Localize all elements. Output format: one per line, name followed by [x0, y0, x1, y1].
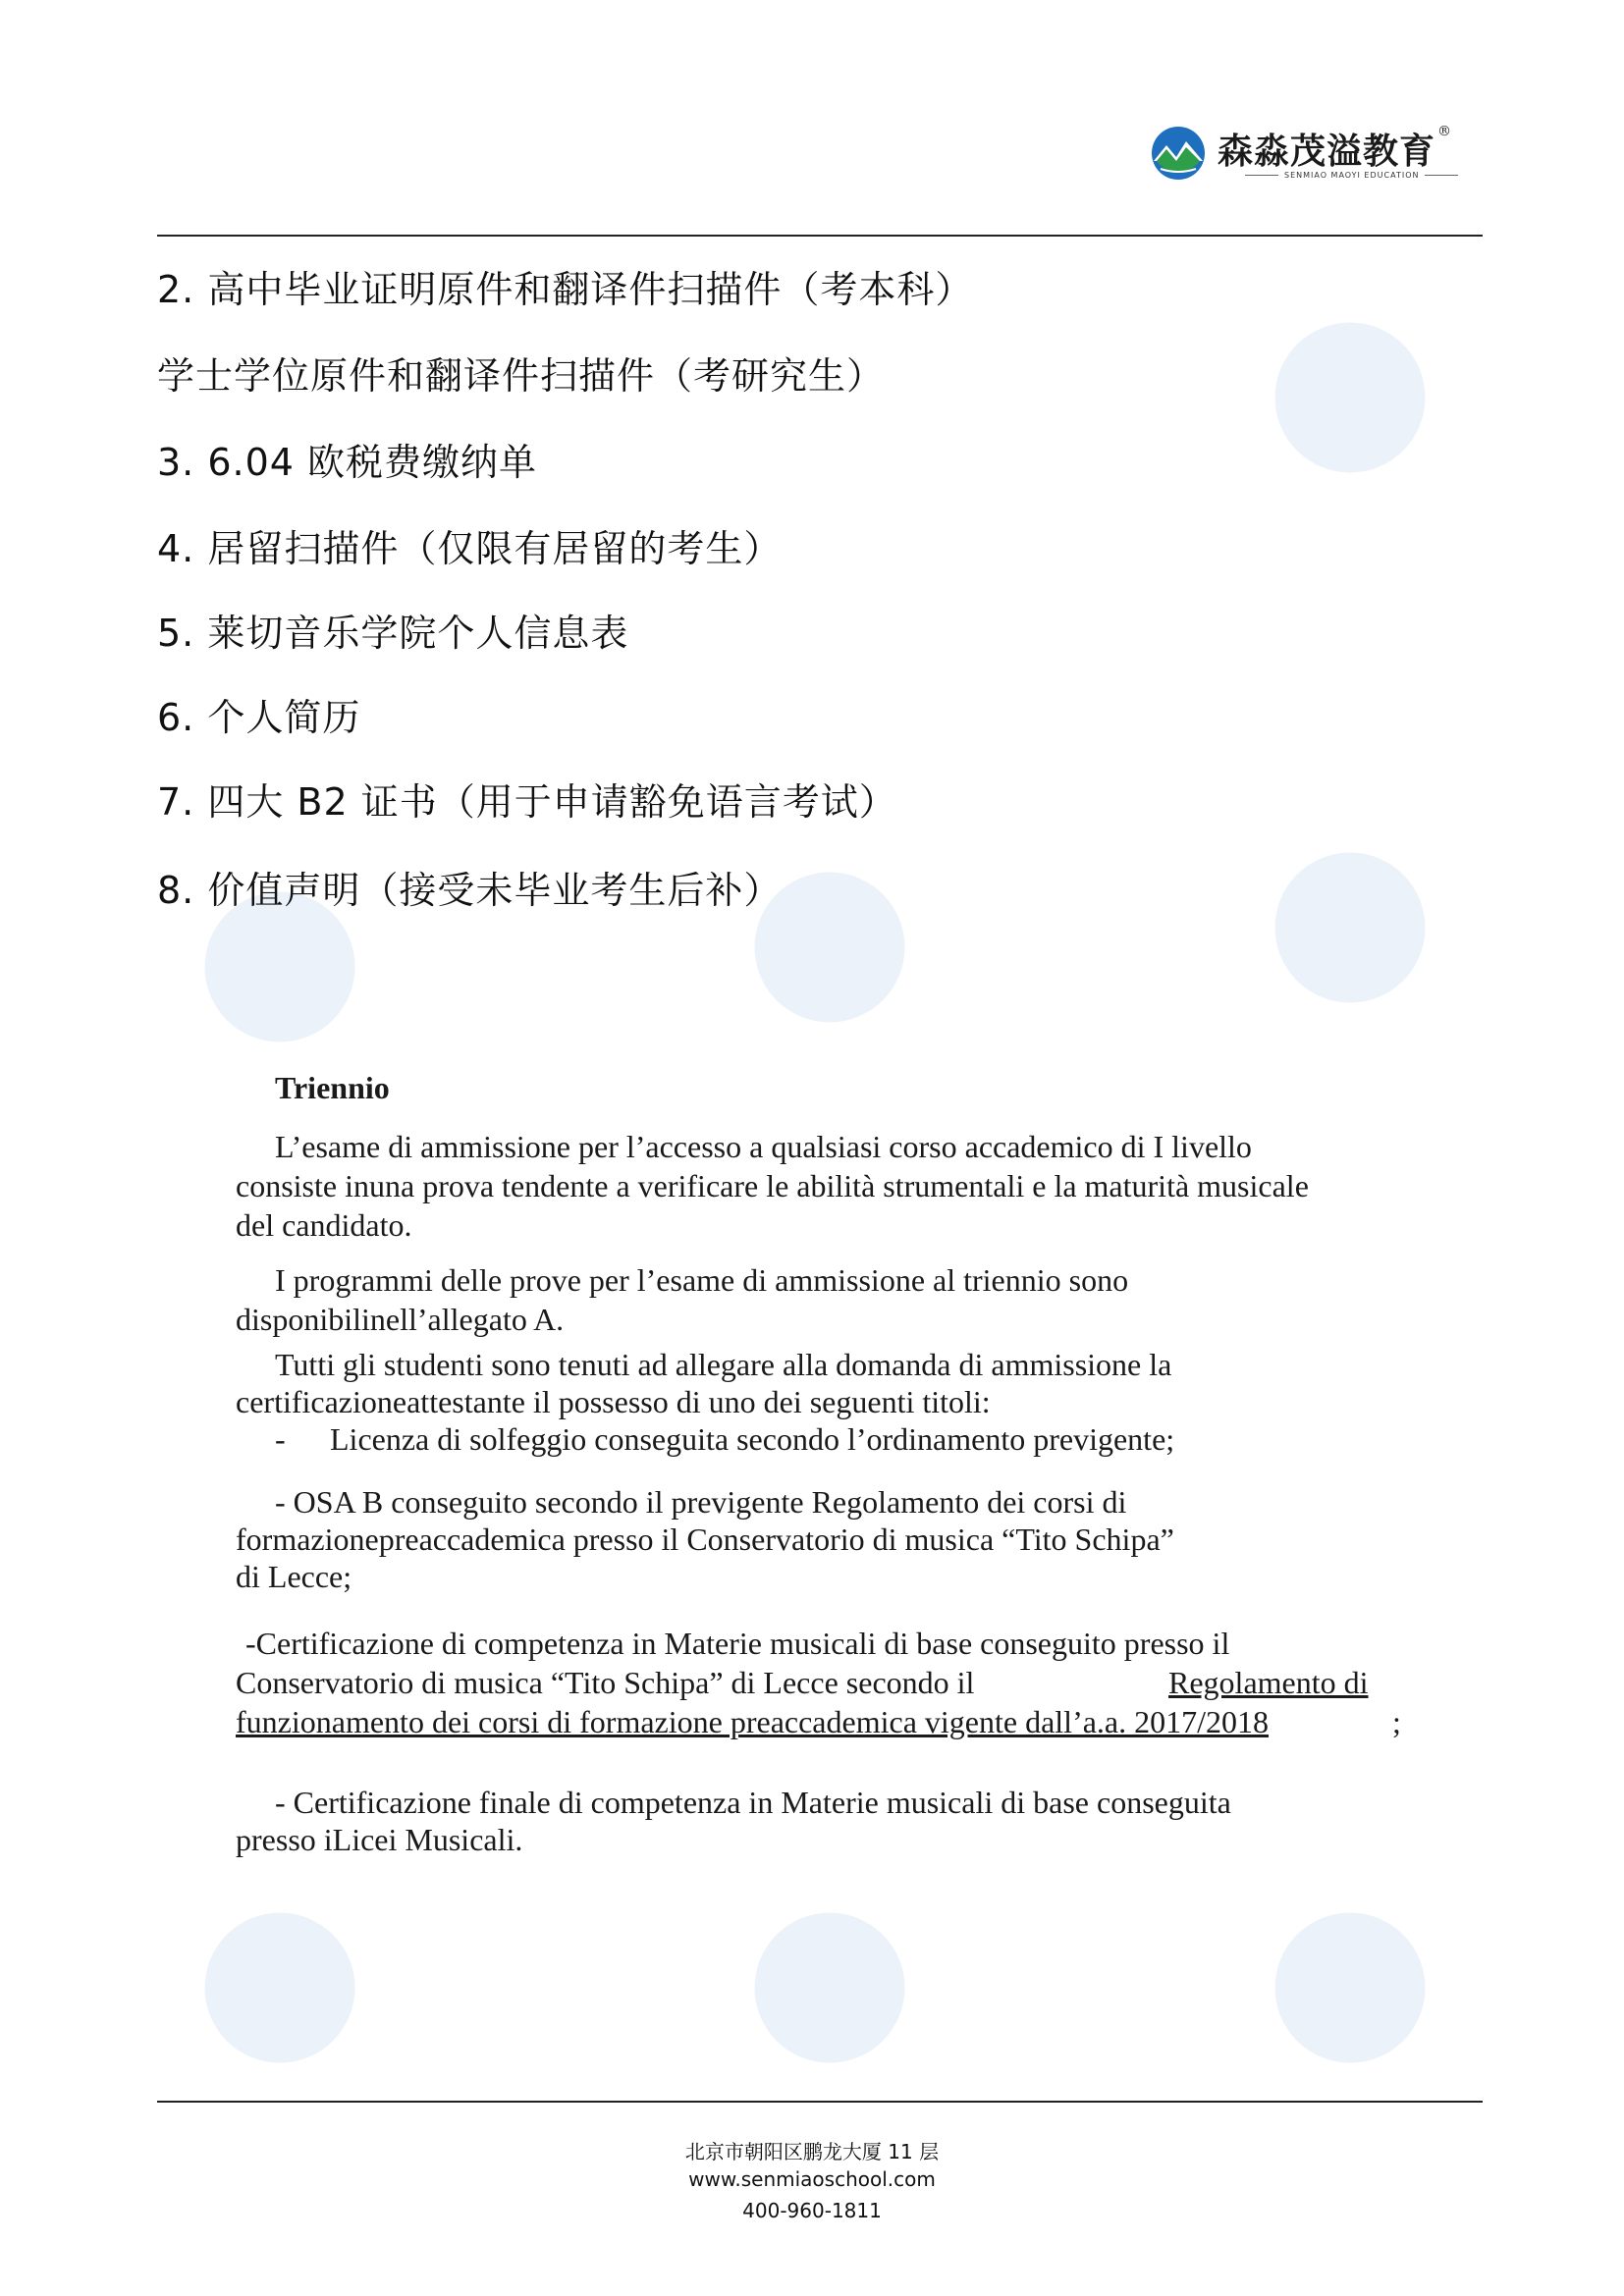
- excerpt-link: Regolamento di: [1168, 1665, 1369, 1700]
- list-item: 5. 莱切音乐学院个人信息表: [157, 612, 629, 655]
- excerpt-line: - Certificazione finale di competenza in Materie musicali di base conseguita: [275, 1785, 1231, 1820]
- excerpt-line: di Lecce;: [236, 1559, 352, 1594]
- excerpt-line: L’esame di ammissione per l’accesso a qualsiasi corso accademico di I livello: [275, 1129, 1252, 1164]
- list-item: 3. 6.04 欧税费缴纳单: [157, 441, 538, 484]
- excerpt-line: disponibilinell’allegato A.: [236, 1302, 565, 1337]
- excerpt-line: Tutti gli studenti sono tenuti ad allegare alla domanda di ammissione la: [275, 1347, 1172, 1382]
- list-item: 7. 四大 B2 证书（用于申请豁免语言考试）: [157, 780, 897, 824]
- footer-divider: [157, 2101, 1483, 2103]
- watermark-logo: [196, 1904, 363, 2071]
- watermark-logo: [1267, 1904, 1434, 2071]
- excerpt-line: Licenza di solfeggio conseguita secondo l’ordinamento previgente;: [330, 1421, 1175, 1457]
- list-item: 学士学位原件和翻译件扫描件（考研究生）: [157, 354, 886, 398]
- list-item: 8. 价值声明（接受未毕业考生后补）: [157, 869, 783, 912]
- footer-address: 北京市朝阳区鹏龙大厦 11 层: [684, 2140, 940, 2163]
- footer-website: www.senmiaoschool.com: [688, 2167, 936, 2191]
- list-item: 2. 高中毕业证明原件和翻译件扫描件（考本科）: [157, 268, 974, 311]
- excerpt-line: formazionepreaccademica presso il Conservatorio di musica “Tito Schipa”: [236, 1522, 1174, 1557]
- watermark-logo: [1267, 314, 1434, 481]
- watermark-logo: [1267, 844, 1434, 1011]
- excerpt-line: del candidato.: [236, 1207, 412, 1243]
- footer-phone: 400-960-1811: [742, 2199, 882, 2222]
- excerpt-line: -Certificazione di competenza in Materie musicali di base conseguito presso il: [245, 1626, 1230, 1661]
- excerpt-line: - OSA B conseguito secondo il previgente Regolamento dei corsi di: [275, 1484, 1127, 1520]
- list-item: 4. 居留扫描件（仅限有居留的考生）: [157, 527, 783, 570]
- excerpt-line: certificazioneattestante il possesso di uno dei seguenti titoli:: [236, 1384, 991, 1419]
- header-divider: [157, 235, 1483, 237]
- list-item: 6. 个人简历: [157, 696, 361, 739]
- excerpt-link: funzionamento dei corsi di formazione preaccademica vigente dall’a.a. 2017/2018: [236, 1704, 1270, 1739]
- excerpt-title: Triennio: [275, 1070, 390, 1105]
- watermark-logo: [746, 1904, 913, 2071]
- excerpt-line: consiste inuna prova tendente a verificare le abilità strumentali e la maturità musicale: [236, 1168, 1309, 1203]
- brand-logo-icon: [1149, 124, 1208, 183]
- bullet-dash: -: [275, 1421, 286, 1457]
- excerpt-line: ;: [1392, 1704, 1401, 1739]
- excerpt-line: I programmi delle prove per l’esame di ammissione al triennio sono: [275, 1262, 1129, 1298]
- brand-name: 森淼茂溢教育 ®: [1218, 124, 1453, 172]
- excerpt-line: presso iLicei Musicali.: [236, 1822, 523, 1857]
- brand-subtitle: SENMIAO MAOYI EDUCATION: [1239, 171, 1464, 180]
- brand-logo: [1149, 124, 1473, 183]
- excerpt-line: Conservatorio di musica “Tito Schipa” di Lecce secondo il: [236, 1665, 975, 1700]
